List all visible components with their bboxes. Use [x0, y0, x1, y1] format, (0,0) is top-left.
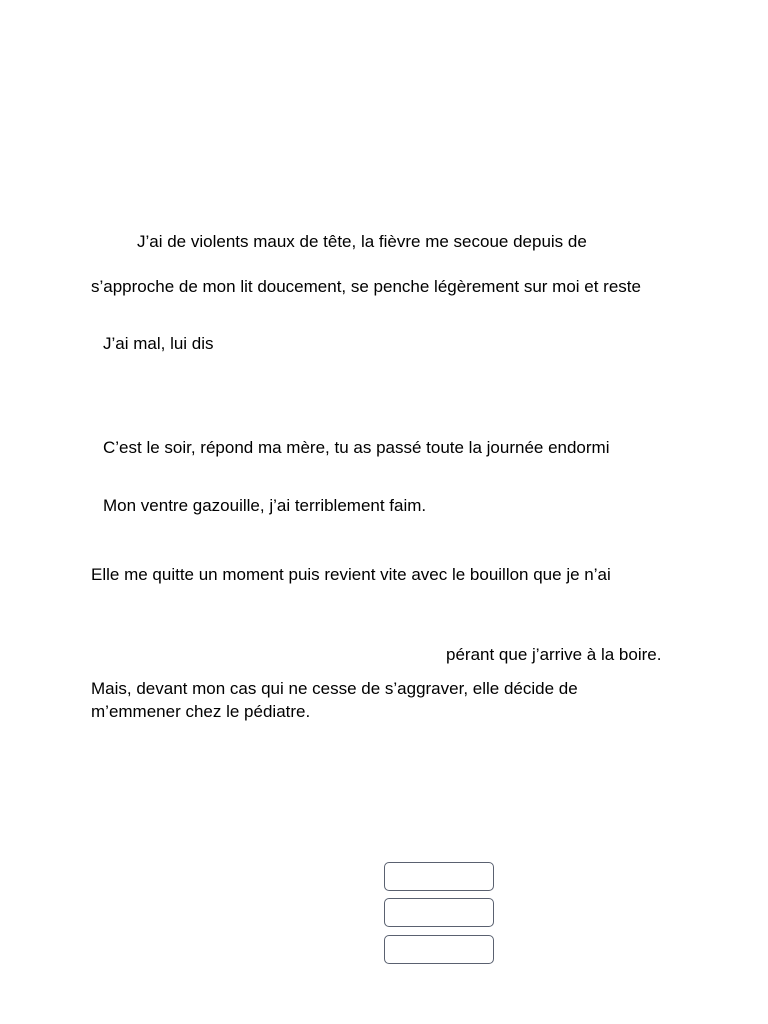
empty-answer-box-3[interactable]	[384, 935, 494, 964]
text-line-5: Mon ventre gazouille, j’ai terriblement faim.	[103, 496, 427, 515]
text-line-2: s’approche de mon lit doucement, se penche légèrement sur moi et reste	[91, 277, 641, 296]
text-line-3: J’ai mal, lui dis	[103, 334, 214, 353]
text-line-6: Elle me quitte un moment puis revient vite avec le bouillon que je n’ai	[91, 565, 611, 584]
text-line-1: J’ai de violents maux de tête, la fièvre me secoue depuis de	[137, 232, 587, 251]
text-line-7: pérant que j’arrive à la boire.	[446, 645, 662, 664]
text-line-4: C’est le soir, répond ma mère, tu as passé toute la journée endormi	[103, 438, 610, 457]
text-line-8: Mais, devant mon cas qui ne cesse de s’aggraver, elle décide de	[91, 679, 578, 698]
empty-answer-box-2[interactable]	[384, 898, 494, 927]
text-line-9: m’emmener chez le pédiatre.	[91, 702, 311, 721]
empty-answer-box-1[interactable]	[384, 862, 494, 891]
